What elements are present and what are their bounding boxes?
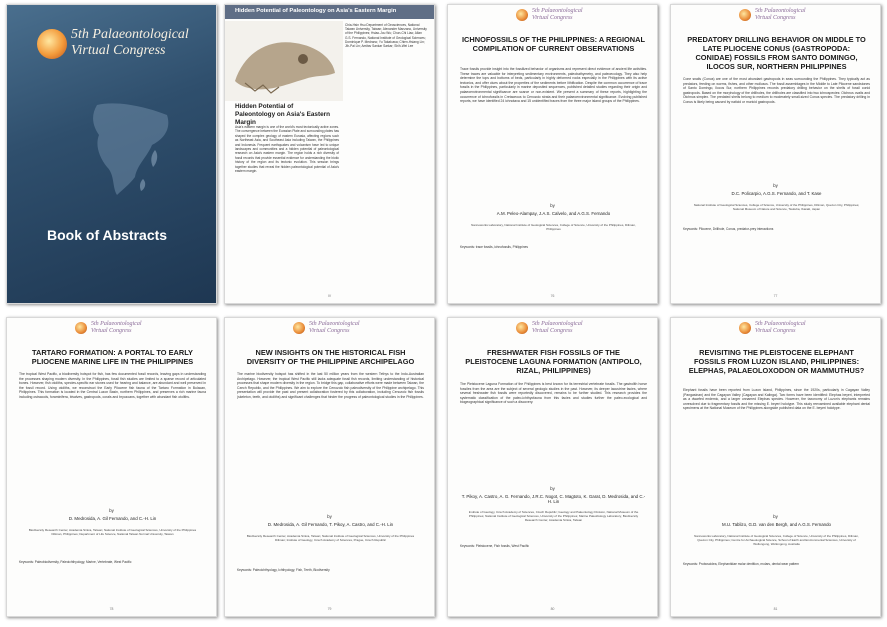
abstract-keywords: Keywords: Pleistocene, Fish fossils, West Pacific xyxy=(460,544,530,548)
abstract-keywords: Keywords: Proboscidea, Elephantidae molar dentition, molars, dental wear pattern xyxy=(683,562,800,566)
page-header xyxy=(448,318,657,340)
abstract-keywords: Keywords: Paleobiodiversity, Paleoichthyology, Marine, Vertebrate, West Pacific xyxy=(19,560,132,564)
page-header xyxy=(225,318,434,340)
abstract-title: TARTARO FORMATION: A PORTAL TO EARLY PLIOCENE MARINE LIFE IN THE PHILIPPINES xyxy=(31,348,194,366)
by-label: by xyxy=(327,514,332,519)
by-label: by xyxy=(773,183,778,188)
abstract-body: The marine biodiversity hotspot has shifted in the last 50 million years from the western Tethys to the Indo-Australian Archipelago. However, the tropical West Pacific still lacks adequate fossil fish records, limiting understanding of historical processes that shape modern diversity in the region. To bridge this gap, collaborative efforts were made between Taiwan, the Czech Republic, and the Philippines. We aim to explore the Cenozoic fish paleodiversity of the Philippine archipelago. This presentation will provide the past and present collaboration fostered by this collaboration, including Cenozoic fish fossils (skeleton, teeth, and otoliths) and significant challenges that hinder the progress of paleontological studies in the Philippines. xyxy=(237,372,424,399)
abstract-keywords: Keywords: Pliocene, Drillhole, Conus, predator-prey interactions xyxy=(683,227,774,231)
congress-globe-icon xyxy=(739,9,751,21)
abstract-affiliation: Biodiversity Research Center, Academia Sinica, Taiwan; National Institute of Geological Sciences, University of the Philippines Diliman; Institute of Geology, Czech Academy of Sciences, Prague, Czech Republic xyxy=(246,534,415,542)
intro-page xyxy=(224,4,435,304)
by-label: by xyxy=(773,514,778,519)
congress-globe-icon xyxy=(293,322,305,334)
header-line2: Virtual Congress xyxy=(755,15,796,21)
abstract-title: FRESHWATER FISH FOSSILS OF THE PLEISTOCENE LAGUNA FORMATION (ANTIPOLO, RIZAL, PHILIPPINES) xyxy=(465,348,642,375)
header-line1: 5th Palaeontological xyxy=(532,8,583,14)
page-number: 79 xyxy=(327,607,332,611)
header-line1: 5th Palaeontological xyxy=(91,321,142,327)
cover-congress-line2: Virtual Congress xyxy=(71,43,166,58)
abstract-page xyxy=(670,4,881,304)
page-number: 76 xyxy=(550,294,555,298)
page-number: 80 xyxy=(550,607,555,611)
abstract-page xyxy=(224,317,435,617)
abstract-title: NEW INSIGHTS ON THE HISTORICAL FISH DIVERSITY OF THE PHILIPPINE ARCHIPELAGO xyxy=(246,348,415,366)
abstract-page xyxy=(6,317,217,617)
cover-congress-line1: 5th Palaeontological xyxy=(71,27,189,42)
header-line1: 5th Palaeontological xyxy=(755,321,806,327)
abstract-affiliation: Institute of Geology, Czech Academy of Sciences, Czech Republic; Geology and Paleontology Division, National Museum of the Philippines; National Institute of Geological Sciences, University of the Philippines; Marine Paleobiology Laboratory, Biodiversity Research Center, Academia Sinica, Taiwan xyxy=(468,510,639,522)
cover-book-title: Book of Abstracts xyxy=(47,227,168,243)
congress-globe-icon xyxy=(516,9,528,21)
intro-title-bar xyxy=(225,5,434,19)
page-header xyxy=(7,318,216,340)
congress-globe-icon xyxy=(739,322,751,334)
abstract-affiliation: Nannoworks Laboratory, National Institute of Geological Sciences, College of Science, University of the Philippines, Diliman, Philippines xyxy=(471,223,636,231)
header-line1: 5th Palaeontological xyxy=(532,321,583,327)
by-label: by xyxy=(550,203,555,208)
abstract-affiliation: National Institute of Geological Sciences, College of Science, University of the Philippines, Diliman, Quezon City, Philippines; National Museum of Nature and Science, Tsukuba, Ibaraki, Japan xyxy=(693,203,860,211)
page-header xyxy=(671,318,880,340)
abstract-authors: T. Pikoy, A. Castro, A. G. Fernando, J.R.C. Nogot, C. Magtoto, K. Garat, D. Medrosida, and C.-H. Lin xyxy=(461,494,646,504)
abstract-title: REVISITING THE PLEISTOCENE ELEPHANT FOSSILS FROM LUZON ISLAND, PHILIPPINES: ELEPHAS, PALAEOLOXODON OR MAMMUTHUS? xyxy=(688,348,865,375)
cover-page xyxy=(6,4,217,304)
abstract-body: The Pleistocene Laguna Formation of the Philippines is best known for its terrestrial vertebrate fossils. The gastrolith horse fossiles from the area are the subject of several geologic studies in the past. However, its deeper lacustrine facies, where several freshwater fish fossils were reportedly discovered, remains to be further studied. This research provides the systematic classification of the paleo-ichthyofauna from this facies and studies further the paleo-ecological and biogeographical significance of such a discovery. xyxy=(460,382,647,405)
intro-body: Asia's eastern margin is one of the world's most tectonically active zones. The convergence between the Eurasian Plate and surrounding plates has shaped the complex geology of eastern Eurasia, affecting regions such as Northeast Asia, and Southeast Asia including Taiwan, the Philippines and Indonesia. Frequent earthquakes and volcanism have led to unique landscapes and communities and a hidden potential of paleontological research on Asia's eastern margin. The region holds a rich diversity of fossil records that provide essential evidence for understanding the biotic history of the region and its tectonic evolution. This session brings together studies that reveal the hidden paleontological potential of Asia's eastern margin. xyxy=(235,125,339,174)
abstract-keywords: Keywords: Paleoichthyology, Ichthyology, Fish, Teeth, Biodiversity xyxy=(237,568,330,572)
abstract-keywords: Keywords: trace fossils, ichnofossils, Philippines xyxy=(460,245,529,249)
header-line1: 5th Palaeontological xyxy=(309,321,360,327)
abstract-body: Trace fossils provide insight into the fossilized behavior of organisms and represent direct evidence of ancient life activities. These traces are valuable for interpreting sedimentary environments, paleobathymetry, and paleoecology. They also help determine the tops and bottoms of beds, particularly in highly deformed rocks especially in the Philippines with its active tectonics, and offer clues about the properties of the sediments before lithification. Despite the common occurrence of trace fossils in the Philippines, particularly in marine deposited sequences, published detailed studies regarding their origin and palaeoenvironmental significance are scarce or non-existent. We present a summary of these reports, highlighting the occurrence of ichnofossils in Cretaceous to Cenozoic strata and their palaeoenvironmental significance. Evolving published reports, we have identified 24 ichnotaxa and 15 unidentified traces from the three major island groups of the Philippines. xyxy=(460,67,647,104)
congress-globe-logo-icon xyxy=(37,29,67,59)
page-number: 78 xyxy=(109,607,114,611)
abstract-authors: D.C. Policarpio, A.G.S. Fernando, and T. Kase xyxy=(731,191,822,196)
header-line2: Virtual Congress xyxy=(755,328,796,334)
abstract-body: The tropical West Pacific, a biodiversity hotspot for fish, has few documented fossil records, leaving gaps in understanding the processes shaping modern diversity. In the Philippines, fossil fish studies are limited to a sparse record of articulated bones. However, fish otoliths, species-specific ear stones used for hearing and balance, are abundant and well preserved in the fossil record. Using otoliths, we reconstruct the Early Pliocene fish fauna of the Tartaro Formation in Bulacan, Philippines. This formation is located in the Central Luzon Basin, northern Philippines, and preserves a rich marine fauna including ostracods, foraminifera, bivalves, gastropods, corals and bryozoans, together with abundant fish otoliths. xyxy=(19,372,206,399)
by-label: by xyxy=(550,486,555,491)
congress-globe-icon xyxy=(516,322,528,334)
header-line2: Virtual Congress xyxy=(91,328,132,334)
abstract-authors: D. Medrosida, A. Gil Fernando, T. Pikoy, A. Castro, and C.-H. Lin xyxy=(267,522,394,527)
page-number: IV xyxy=(327,294,332,298)
asia-map-icon xyxy=(77,95,187,205)
intro-title: Hidden Potential of Paleontology on Asia's Eastern Margin xyxy=(235,103,331,126)
intro-conveners: Chia-Hsin Hsu Department of Geosciences, National Taiwan University, Taiwan; Alexander Manzano, University of the Philippines; Hsiao-Jou Wu; Chun-Chi Liao; Allan G.S. Fernando, National Institute of Geological Sciences; Dominique P. Medrano; Yu Takakuwa; Chien-Hsiang Lin; Jih-Pai Lin; Amitav Sankar Sarkar; Shih-Wei Lee xyxy=(345,23,427,49)
page-number: 77 xyxy=(773,294,778,298)
abstract-title: ICHNOFOSSILS OF THE PHILIPPINES: A REGIONAL COMPILATION OF CURRENT OBSERVATIONS xyxy=(462,35,645,53)
abstract-body: Cone snails (Conus) are one of the most abundant gastropods in seas surrounding the Philippines. They typically act as predators, feeding on worms, fishes, and other molluscs. The fossil assemblages in the Middle to Late Pliocene sandstones of Santo Domingo, Ilocos Sur, northern Philippines records predatory drilling behavior on the shells of fossil conid gastropods. Based on the morphology of the drillholes, the drillholes are classified into two ichnospecies: Oichnus ovalis and Oichnus simplex. The predated shells belong to medium to moderately small-sized Conus species. The predatory drilling in Conus is likely being caused by naticid or muricid gastropods. xyxy=(683,77,870,104)
page-header xyxy=(448,5,657,27)
by-label: by xyxy=(109,508,114,513)
abstract-authors: M.U. Tablizo, G.D. van den Bergh, and A.G.S. Fernando xyxy=(721,522,831,527)
page-header xyxy=(671,5,880,27)
abstract-page xyxy=(670,317,881,617)
header-line2: Virtual Congress xyxy=(532,15,573,21)
abstract-title: PREDATORY DRILLING BEHAVIOR ON MIDDLE TO LATE PLIOCENE CONUS (GASTROPODA: CONIDAE) FOSSILS FROM SANTO DOMINGO, ILOCOS SUR, NORTHERN PHILIPPINES xyxy=(687,35,866,71)
abstract-affiliation: Biodiversity Research Center, Academia Sinica, Taiwan; National Institute of Geological Sciences, University of the Philippines Diliman, Philippines; Department of Life Science, National Taiwan Normal University, Taiwan xyxy=(28,528,197,536)
abstract-authors: A.M. Peleo-Alampay, J.A.S. Calvelo, and A.G.S. Fernando xyxy=(496,211,611,216)
page-number: 81 xyxy=(773,607,778,611)
header-line2: Virtual Congress xyxy=(532,328,573,334)
abstract-page xyxy=(447,4,658,304)
fossil-skull-illustration-icon xyxy=(225,21,343,101)
abstract-body: Elephant fossils have been reported from Luzon Island, Philippines, since the 1920s, particularly in Cagayan Valley (Pangasinan) and the Cagayan Valley (Cagayan and Kalinga). Two forms have been identified: Elephas beyeri, interpreted as a dwarfed endemic, and a larger unnamed Elephas species. However, the taxonomy of Luzon's elephants remains unresolved due to fragmentary fossils and the missing E. beyeri holotype. This study reexamined available elephant dental specimens at the National Museum of the Philippines alongside published data on the E. beyeri holotype. xyxy=(683,388,870,411)
header-line2: Virtual Congress xyxy=(309,328,350,334)
congress-globe-icon xyxy=(75,322,87,334)
header-line1: 5th Palaeontological xyxy=(755,8,806,14)
abstract-affiliation: Nannoworks Laboratory, National Institute of Geological Sciences, College of Science, University of the Philippines, Diliman, Quezon City, Philippines; Centre for Archaeological Science, School of Earth and Environmental Sciences, University of Wollongong, Wollongong, Australia xyxy=(694,534,859,546)
abstract-authors: D. Medrosida, A. Gil Fernando, and C.-H. Lin xyxy=(68,516,157,521)
intro-bar-title: Hidden Potential of Paleontology on Asia's Eastern Margin xyxy=(235,8,397,14)
abstract-page xyxy=(447,317,658,617)
